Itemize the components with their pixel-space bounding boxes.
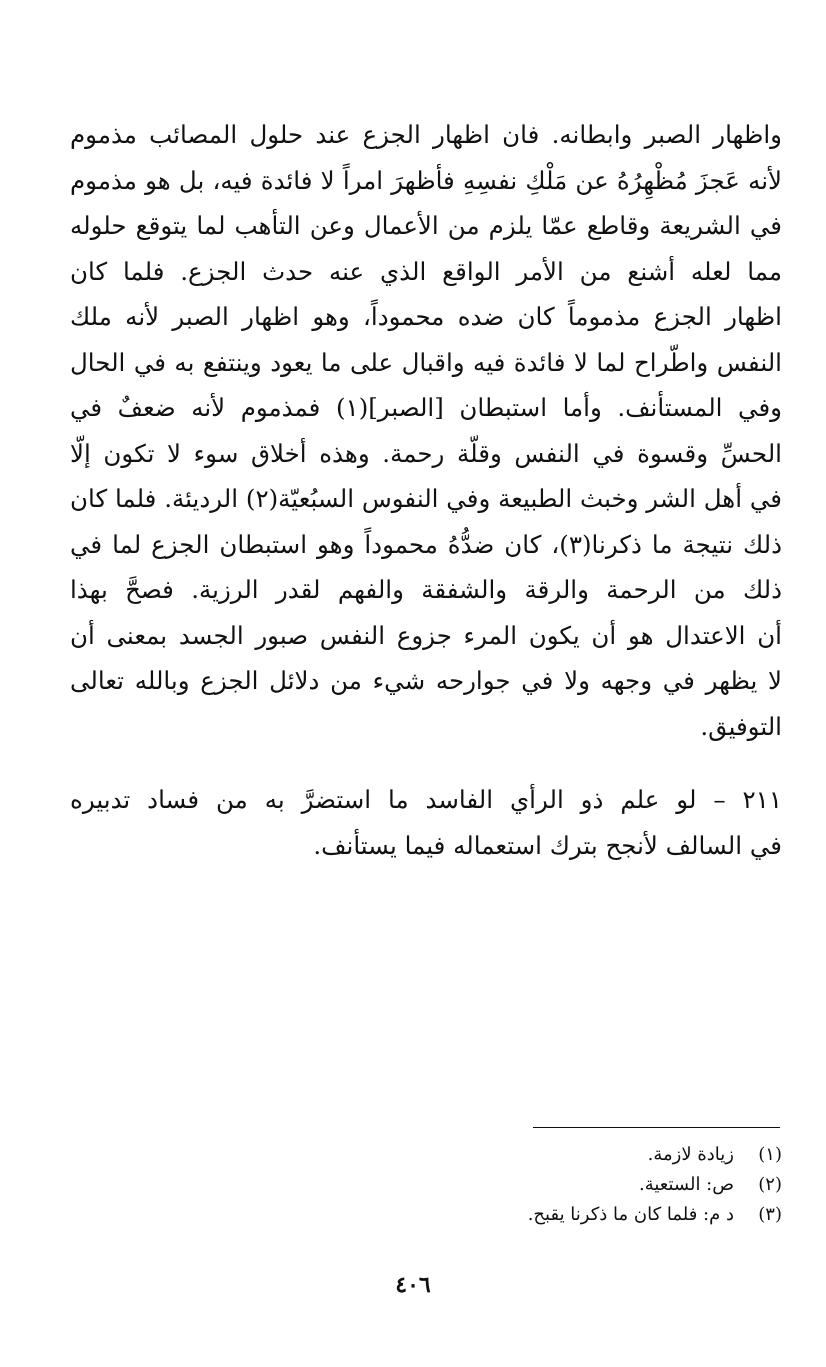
footnote-number: (٣) — [758, 1204, 782, 1225]
text-line: لا يظهر في وجهه ولا في جوارحه شيء من دلائل الجزع وبالله تعالى — [70, 666, 782, 695]
text-line: أن الاعتدال هو أن يكون المرء جزوع النفس صبور الجسد بمعنى أن — [70, 620, 782, 650]
footnote-text: د م: فلما كان ما ذكرنا يقبح. — [527, 1204, 734, 1225]
footnote-number: (٢) — [758, 1174, 782, 1195]
footnote — [300, 1140, 782, 1170]
footnote — [300, 1170, 782, 1200]
text-line: ذلك نتيجة ما ذكرنا(٣)، كان ضدُّهُ محموداً وهو استبطان الجزع لما في — [70, 529, 782, 559]
text-line: في السالف لأنجح بترك استعماله فيما يستأنف. — [313, 830, 782, 860]
page-number: ٤٠٦ — [395, 1272, 431, 1298]
footnote-number: (١) — [758, 1144, 782, 1165]
text-line: ٢١١ – لو علم ذو الرأي الفاسد ما استضرَّ به من فساد تدبيره — [70, 785, 782, 814]
text-line: وفي المستأنف. وأما استبطان [الصبر](١) فمذموم لأنه ضعفٌ في — [70, 393, 782, 422]
text-line: مما لعله أشنع من الأمر الواقع الذي عنه حدث الجزع. فلما كان — [70, 256, 782, 286]
paragraph-gap — [70, 749, 782, 777]
text-line: اظهار الجزع مذموماً كان ضده محموداً، وهو اظهار الصبر لأنه ملك — [70, 302, 782, 331]
text-line: النفس واطّراح لما لا فائدة فيه واقبال على ما يعود وينتفع به في الحال — [70, 347, 782, 377]
text-line: الحسِّ وقسوة في النفس وقلّة رحمة. وهذه أخلاق سوء لا تكون إلّا — [70, 438, 782, 468]
footnote-text: زيادة لازمة. — [647, 1144, 734, 1165]
text-line: في الشريعة وقاطع عمّا يلزم من الأعمال وعن التأهب لما يتوقع حلوله — [70, 211, 782, 240]
text-line: لأنه عَجزَ مُظْهِرُهُ عن مَلْكِ نفسِهِ فأظهرَ امراً لا فائدة فيه، بل هو مذموم — [70, 165, 782, 195]
text-line: ذلك من الرحمة والرقة والشفقة والفهم لقدر الرزية. فصحَّ بهذا — [70, 575, 782, 604]
footnote-separator — [533, 1127, 780, 1128]
footnotes — [300, 1140, 782, 1230]
footnote-text: ص: الستعية. — [638, 1174, 734, 1195]
main-text — [70, 112, 782, 868]
text-line: في أهل الشر وخبث الطبيعة وفي النفوس السبُعيّة(٢) الرديئة. فلما كان — [70, 484, 782, 513]
footnote — [300, 1200, 782, 1230]
text-line: واظهار الصبر وابطانه. فان اظهار الجزع عند حلول المصائب مذموم — [70, 120, 782, 149]
text-line: التوفيق. — [700, 711, 782, 741]
